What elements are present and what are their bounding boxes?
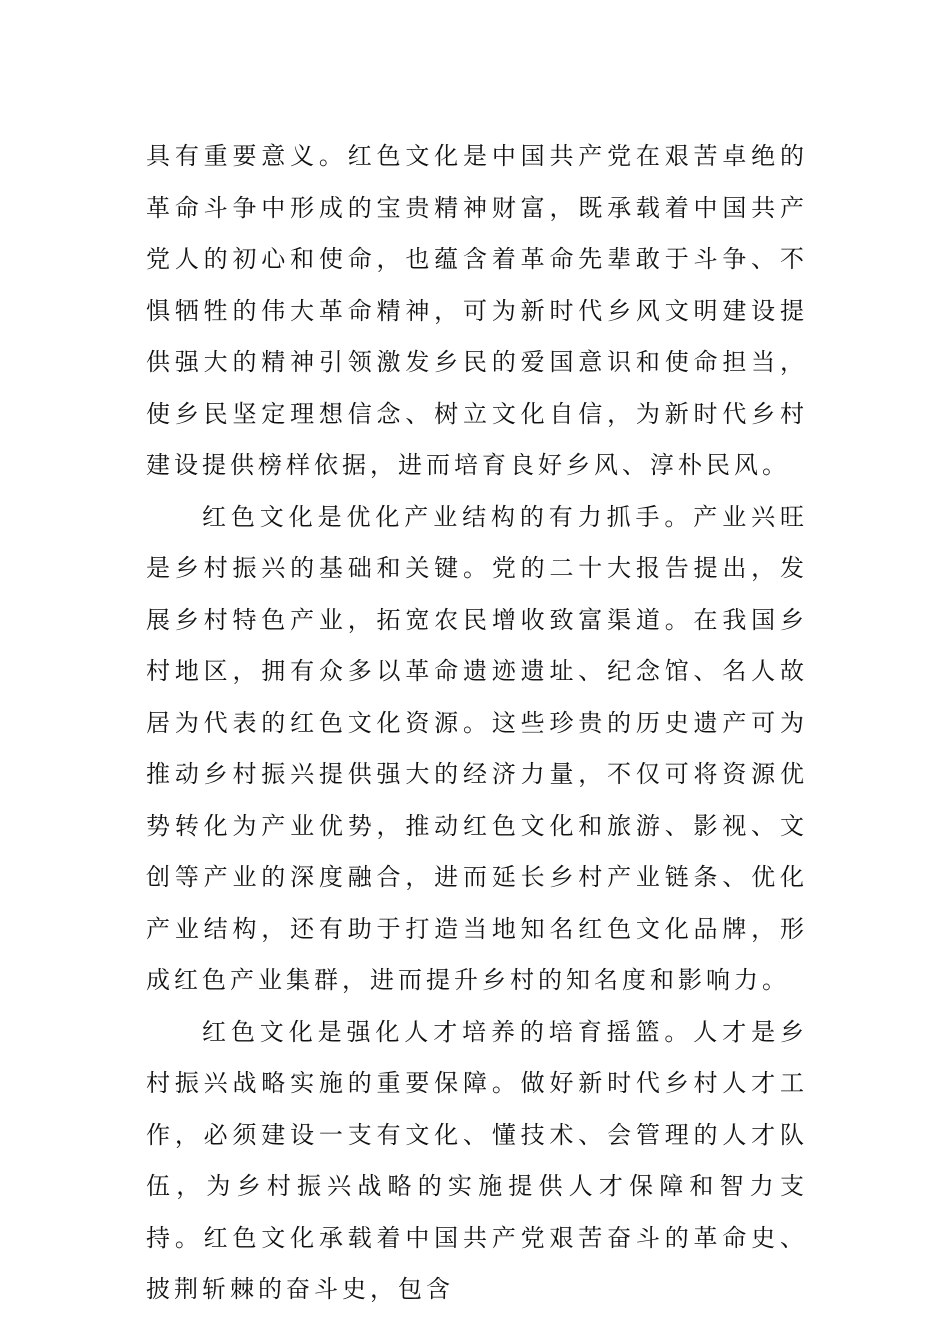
paragraph-2: 红色文化是优化产业结构的有力抓手。产业兴旺是乡村振兴的基础和关键。党的二十大报告提出，发展乡村特色产业，拓宽农民增收致富渠道。在我国乡村地区，拥有众多以革命遗迹遗址、纪念馆、名人故居为代表的红色文化资源。这些珍贵的历史遗产可为推动乡村振兴提供强大的经济力量，不仅可将资源优势转化为产业优势，推动红色文化和旅游、影视、文创等产业的深度融合，进而延长乡村产业链条、优化产业结构，还有助于打造当地知名红色文化品牌，形成红色产业集群，进而提升乡村的知名度和影响力。 (146, 502, 808, 994)
paragraph-1: 具有重要意义。红色文化是中国共产党在艰苦卓绝的革命斗争中形成的宝贵精神财富，既承载着中国共产党人的初心和使命，也蕴含着革命先辈敢于斗争、不惧牺牲的伟大革命精神，可为新时代乡风文明建设提供强大的精神引领激发乡民的爱国意识和使命担当，使乡民坚定理想信念、树立文化自信，为新时代乡村建设提供榜样依据，进而培育良好乡风、淳朴民风。 (146, 142, 808, 479)
document-body (146, 131, 808, 1316)
paragraph-3: 红色文化是强化人才培养的培育摇篮。人才是乡村振兴战略实施的重要保障。做好新时代乡村人才工作，必须建设一支有文化、懂技术、会管理的人才队伍，为乡村振兴战略的实施提供人才保障和智力支持。红色文化承载着中国共产党艰苦奋斗的革命史、披荆斩棘的奋斗史，包含 (146, 1017, 808, 1303)
